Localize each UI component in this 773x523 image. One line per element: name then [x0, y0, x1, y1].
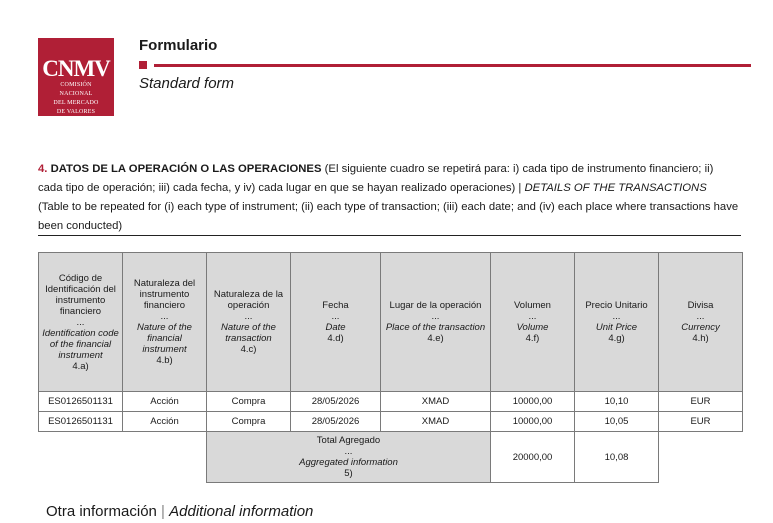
cell-currency: EUR	[659, 412, 743, 432]
additional-info-es: Otra información	[46, 503, 157, 520]
cell-place: XMAD	[381, 412, 491, 432]
section-rule	[38, 235, 741, 236]
header-ref: 4.g)	[608, 333, 625, 344]
header-en: Volume	[516, 322, 549, 333]
header-es: Código de Identificación del instrumento financiero	[45, 272, 116, 317]
section-note-es: (El siguiente cuadro se repetirá para: i) cada tipo de instrumento financiero; ii) cada tipo de operación; iii) cada fecha, y iv) cada lugar en que se hayan realizado operaciones)	[38, 163, 714, 194]
header-cell-volume	[491, 253, 575, 392]
aggregate-label-en: Aggregated information	[299, 457, 398, 468]
aggregate-row	[39, 432, 743, 483]
cell-place: XMAD	[381, 392, 491, 412]
header-cell-instrument-nature	[123, 253, 207, 392]
header-ref: 4.e)	[427, 333, 444, 344]
aggregate-spacer-end	[659, 432, 743, 483]
cell-date: 28/05/2026	[291, 392, 381, 412]
header-es: Divisa	[687, 300, 714, 311]
header-es: Lugar de la operación	[389, 300, 482, 311]
additional-info-heading	[46, 503, 313, 520]
header-dots: ...	[244, 311, 253, 322]
header-es: Fecha	[322, 300, 349, 311]
table-row	[39, 392, 743, 412]
logo-line-2: NACIONAL	[59, 91, 93, 97]
header-en: Nature of the financial instrument	[137, 322, 192, 355]
cell-volume: 10000,00	[491, 412, 575, 432]
header-es: Volumen	[514, 300, 551, 311]
additional-info-en: Additional information	[169, 503, 314, 520]
header-dots: ...	[696, 311, 705, 322]
header-dots: ...	[76, 316, 85, 328]
section-title-es: DATOS DE LA OPERACIÓN O LAS OPERACIONES	[50, 163, 322, 175]
header-cell-place	[381, 253, 491, 392]
cell-instrument-code: ES0126501131	[39, 412, 123, 432]
additional-info-separator: |	[161, 503, 165, 520]
header-ref: 4.a)	[72, 360, 89, 372]
header-dots: ...	[431, 311, 440, 322]
header-ref: 4.f)	[525, 333, 540, 344]
title-rule	[154, 64, 751, 67]
form-subtitle: Standard form	[139, 75, 235, 92]
header-es: Precio Unitario	[585, 300, 648, 311]
aggregate-spacer	[39, 432, 207, 483]
cnmv-logo	[38, 38, 114, 116]
aggregate-volume: 20000,00	[491, 432, 575, 483]
header-es: Naturaleza del instrumento financiero	[133, 278, 196, 311]
header-dots: ...	[160, 311, 169, 322]
section-separator: |	[518, 182, 522, 194]
header-ref: 4.h)	[692, 333, 709, 344]
cell-currency: EUR	[659, 392, 743, 412]
cell-instrument-code: ES0126501131	[39, 392, 123, 412]
table-header-row	[39, 253, 743, 392]
header-cell-transaction-nature	[207, 253, 291, 392]
aggregate-label-es: Total Agregado	[316, 435, 381, 446]
logo-line-3: DEL MERCADO	[53, 100, 99, 106]
header-cell-unit-price	[575, 253, 659, 392]
header-dots: ...	[331, 311, 340, 322]
header-cell-currency	[659, 253, 743, 392]
header-dots: ...	[612, 311, 621, 322]
aggregate-label-cell	[207, 432, 491, 483]
header-dots: ...	[528, 311, 537, 322]
transactions-table	[38, 252, 743, 483]
form-title: Formulario	[139, 37, 218, 54]
cell-unit-price: 10,05	[575, 412, 659, 432]
logo-line-4: DE VALORES	[56, 109, 96, 115]
aggregate-dots: ...	[344, 446, 353, 457]
section-title-en: DETAILS OF THE TRANSACTIONS	[524, 182, 707, 194]
header-ref: 4.d)	[327, 333, 344, 344]
logo-line-1: COMISIÓN	[60, 82, 92, 88]
cell-instrument-nature: Acción	[123, 392, 207, 412]
cell-date: 28/05/2026	[291, 412, 381, 432]
cell-instrument-nature: Acción	[123, 412, 207, 432]
section-note-en: (Table to be repeated for (i) each type of instrument; (ii) each type of transaction; (iii) each date; and (iv) each place where transactions have been conducted)	[38, 201, 739, 232]
cell-volume: 10000,00	[491, 392, 575, 412]
header-en: Identification code of the financial instrument	[42, 327, 119, 361]
table-row	[39, 412, 743, 432]
header-ref: 4.b)	[156, 355, 173, 366]
header-en: Date	[325, 322, 346, 333]
header-es: Naturaleza de la operación	[213, 289, 284, 311]
aggregate-price: 10,08	[575, 432, 659, 483]
header-cell-date	[291, 253, 381, 392]
section-number: 4.	[38, 163, 48, 175]
header-en: Place of the transaction	[385, 322, 486, 333]
header-en: Unit Price	[595, 322, 638, 333]
header-en: Currency	[681, 322, 720, 333]
header-cell-instrument-code	[39, 253, 123, 392]
logo-acronym: CNMV	[42, 56, 110, 81]
cell-transaction-nature: Compra	[207, 392, 291, 412]
header-en: Nature of the transaction	[221, 322, 276, 344]
cell-transaction-nature: Compra	[207, 412, 291, 432]
header-ref: 4.c)	[240, 344, 257, 355]
aggregate-ref: 5)	[344, 468, 353, 479]
section-4-heading	[38, 160, 740, 236]
cell-unit-price: 10,10	[575, 392, 659, 412]
title-square-decoration	[139, 61, 147, 69]
